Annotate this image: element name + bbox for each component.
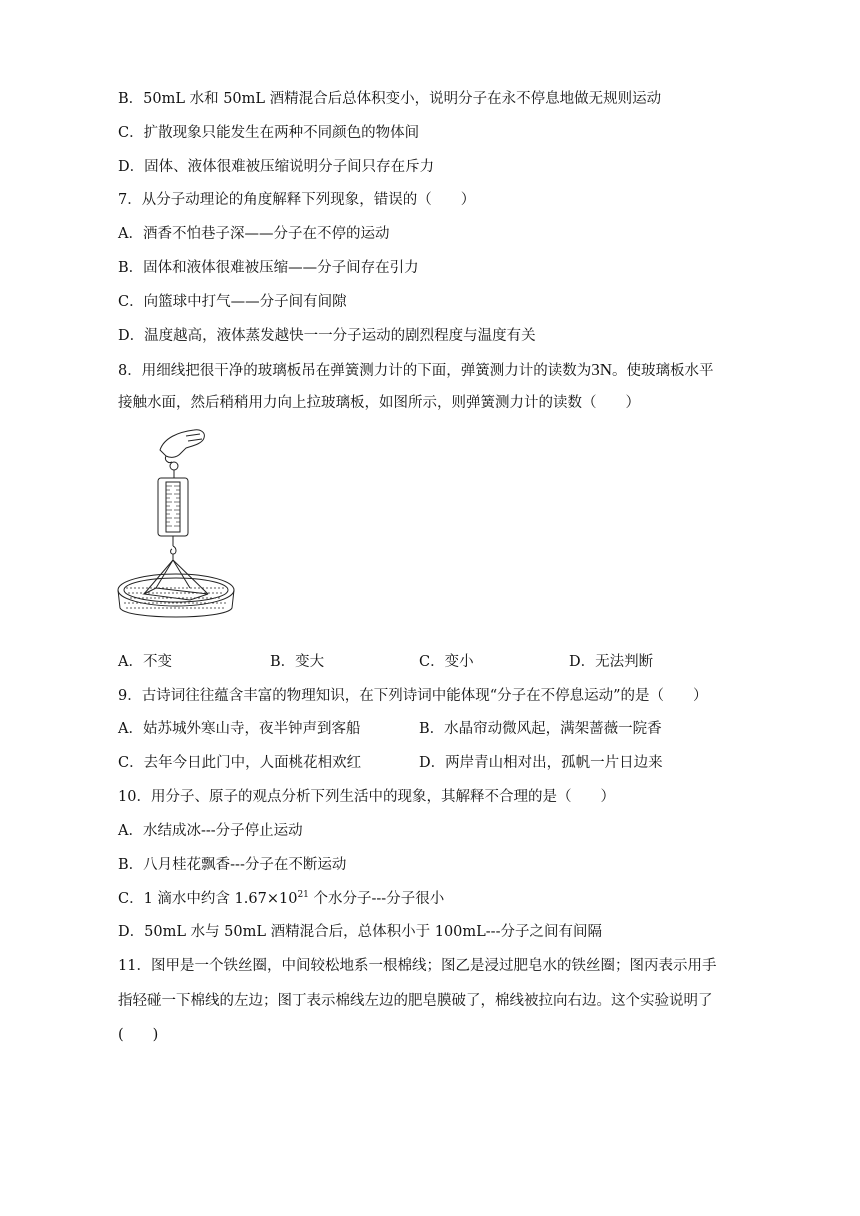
question-9-option-a: A．姑苏城外寒山寺，夜半钟声到客船 [118,721,361,737]
question-6-option-b: B．50mL 水和 50mL 酒精混合后总体积变小，说明分子在永不停息地做无规则运动 [118,91,662,107]
exponent: 21 [297,890,309,900]
question-10-option-a: A．水结成冰---分子停止运动 [118,823,303,839]
question-10-option-d: D．50mL 水与 50mL 酒精混合后，总体积小于 100mL---分子之间有间隔 [118,924,602,940]
question-9-option-d: D．两岸青山相对出，孤帆一片日边来 [419,755,663,771]
question-7-option-b: B．固体和液体很难被压缩——分子间存在引力 [118,260,419,276]
question-10-option-b: B．八月桂花飘香---分子在不断运动 [118,857,347,873]
question-6-option-c: C．扩散现象只能发生在两种不同颜色的物体间 [118,125,420,141]
question-8-option-c: C．变小 [419,654,474,670]
question-6-option-d: D．固体、液体很难被压缩说明分子间只存在斥力 [118,159,435,175]
question-10-option-c-text-end: 个水分子---分子很小 [308,891,445,907]
question-11-stem-line3: ( ) [118,1027,159,1043]
question-10-stem: 10．用分子、原子的观点分析下列生活中的现象，其解释不合理的是（ ） [118,789,615,805]
question-11-stem-line1: 11．图甲是一个铁丝圈，中间较松地系一根棉线；图乙是浸过肥皂水的铁丝圈；图丙表示用手 [118,958,717,974]
spring-scale-glass-plate-figure [116,428,240,624]
question-7-option-d: D．温度越高，液体蒸发越快一一分子运动的剧烈程度与温度有关 [118,328,536,344]
question-7-option-c: C．向篮球中打气——分子间有间隙 [118,294,347,310]
question-8-stem-line2: 接触水面，然后稍稍用力向上拉玻璃板，如图所示，则弹簧测力计的读数（ ） [118,395,640,411]
question-8-option-d: D．无法判断 [569,654,654,670]
question-9-option-c: C．去年今日此门中，人面桃花相欢红 [118,755,362,771]
question-8-reading-value: 3N [591,360,613,379]
question-10-option-c [118,889,444,909]
question-8-option-b: B．变大 [270,654,325,670]
question-8-stem-text: 8．用细线把很干净的玻璃板吊在弹簧测力计的下面，弹簧测力计的读数为 [118,363,592,379]
question-9-stem: 9．古诗词往往蕴含丰富的物理知识，在下列诗词中能体现“分子在不停息运动”的是（ ） [118,688,708,704]
question-8-stem-text-end: 。使玻璃板水平 [612,363,714,379]
question-7-option-a: A．酒香不怕巷子深——分子在不停的运动 [118,226,390,242]
question-8-stem-line1 [118,360,714,381]
question-9-option-b: B．水晶帘动微风起，满架蔷薇一院香 [419,721,662,737]
question-10-option-c-text: C．1 滴水中约含 1.67×10 [118,891,298,907]
question-8-option-a: A．不变 [118,654,172,670]
question-11-stem-line2: 指轻碰一下棉线的左边；图丁表示棉线左边的肥皂膜破了，棉线被拉向右边。这个实验说明了 [118,993,713,1009]
question-7-stem: 7．从分子动理论的角度解释下列现象，错误的（ ） [118,192,476,208]
